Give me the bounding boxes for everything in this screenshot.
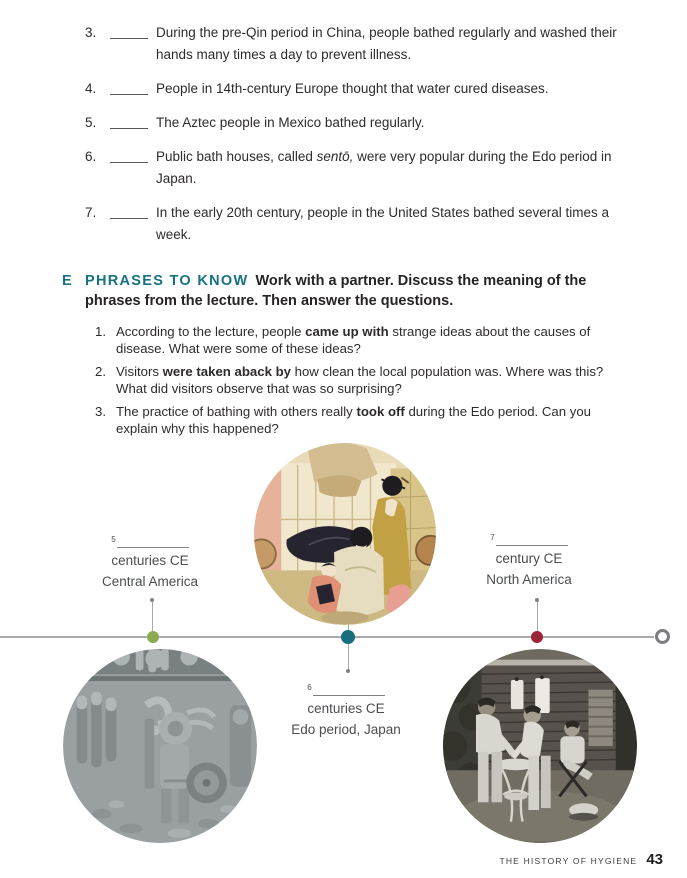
washing-outdoors-photo-image xyxy=(443,649,637,843)
section-letter: E xyxy=(62,273,72,289)
chapter-title: THE HISTORY OF HYGIENE xyxy=(499,856,638,866)
blank-number: 7 xyxy=(490,533,495,542)
statement-number: 6. xyxy=(85,149,97,164)
question-text xyxy=(116,364,629,397)
blank-number: 5 xyxy=(111,535,116,544)
timeline-axis xyxy=(0,636,654,638)
statement-item xyxy=(85,112,629,134)
statement-text: In the early 20th century, people in the United States bathed several times a week. xyxy=(156,205,610,242)
section-instructions: Work with a partner. Discuss the meaning of the phrases from the lecture. Then answer the questions. xyxy=(85,273,587,309)
section-heading-text xyxy=(85,271,629,311)
statement-text: During the pre-Qin period in China, people bathed regularly and washed their hands many times a day to prevent illness. xyxy=(156,25,617,62)
question-text-pre: According to the lecture, people xyxy=(116,324,306,339)
answer-blank xyxy=(117,534,189,548)
statement-text xyxy=(156,146,629,190)
phrases-to-know-section xyxy=(62,271,629,437)
aztec-stone-carving-graphic xyxy=(63,649,257,843)
question-item xyxy=(95,324,629,357)
section-title: PHRASES TO KNOW xyxy=(85,273,249,289)
question-text xyxy=(116,324,629,357)
ukiyoe-bath-print-graphic xyxy=(254,443,436,625)
statement-number: 5. xyxy=(85,115,97,130)
aztec-stone-carving-image xyxy=(63,649,257,843)
answer-blank xyxy=(496,532,568,546)
connector-endpoint xyxy=(150,598,154,602)
phrase-bold: came up with xyxy=(305,324,389,339)
question-number: 3. xyxy=(95,404,106,419)
statement-list xyxy=(0,0,687,246)
answer-blank xyxy=(313,682,385,696)
answer-blank xyxy=(110,146,148,163)
washing-outdoors-photo-graphic xyxy=(443,649,637,843)
answer-blank-row xyxy=(276,678,416,698)
statement-item xyxy=(85,146,629,190)
statement-text: The Aztec people in Mexico bathed regularly. xyxy=(156,115,425,130)
timeline-label-line2: Edo period, Japan xyxy=(291,722,401,737)
timeline-dot-central-america xyxy=(147,631,159,643)
timeline-label-line1: century CE xyxy=(495,551,563,566)
answer-blank xyxy=(110,22,148,39)
timeline-label-japan xyxy=(276,678,416,740)
question-item xyxy=(95,364,629,397)
statement-text-pre: Public bath houses, called xyxy=(156,149,317,164)
answer-blank-row xyxy=(459,528,599,548)
timeline-label-line1: centuries CE xyxy=(307,701,385,716)
ukiyoe-bath-print-image xyxy=(254,443,436,625)
phrase-bold: took off xyxy=(356,404,405,419)
timeline-dot-japan xyxy=(341,630,355,644)
question-text-post: strange ideas about the causes of disease. What were some of these ideas? xyxy=(116,324,591,356)
statement-text-post: were very popular during the Edo period in Japan. xyxy=(156,149,612,186)
page-number: 43 xyxy=(646,851,663,868)
timeline-label-north-america xyxy=(459,528,599,590)
statement-text: People in 14th-century Europe thought that water cured diseases. xyxy=(156,81,549,96)
phrase-bold: were taken aback by xyxy=(162,364,291,379)
statement-item xyxy=(85,78,629,100)
question-text-post: during the Edo period. Can you explain why this happened? xyxy=(116,404,591,436)
connector-endpoint xyxy=(535,598,539,602)
question-text-pre: The practice of bathing with others really xyxy=(116,404,357,419)
answer-blank xyxy=(110,202,148,219)
timeline-end-ring xyxy=(655,629,670,644)
statement-number: 7. xyxy=(85,205,97,220)
statement-item xyxy=(85,202,629,246)
statement-item xyxy=(85,22,629,66)
timeline-label-line2: Central America xyxy=(101,574,199,589)
question-number: 2. xyxy=(95,364,106,379)
section-heading xyxy=(62,271,629,311)
question-number: 1. xyxy=(95,324,106,339)
timeline-label-line2: North America xyxy=(486,572,572,587)
question-text-post: how clean the local population was. Where was this? What did visitors observe that was so surprising? xyxy=(116,364,604,396)
statement-number: 4. xyxy=(85,81,97,96)
blank-number: 6 xyxy=(307,683,312,692)
timeline-label-line1: centuries CE xyxy=(111,553,189,568)
timeline-dot-north-america xyxy=(531,631,543,643)
hygiene-timeline xyxy=(0,420,687,878)
connector-endpoint xyxy=(346,669,350,673)
statement-text-italic: sentō, xyxy=(316,149,354,164)
question-text-pre: Visitors xyxy=(116,364,163,379)
page-footer xyxy=(499,851,663,868)
timeline-label-central-america xyxy=(80,530,220,592)
answer-blank xyxy=(110,112,148,129)
answer-blank xyxy=(110,78,148,95)
answer-blank-row xyxy=(80,530,220,550)
statement-number: 3. xyxy=(85,25,97,40)
